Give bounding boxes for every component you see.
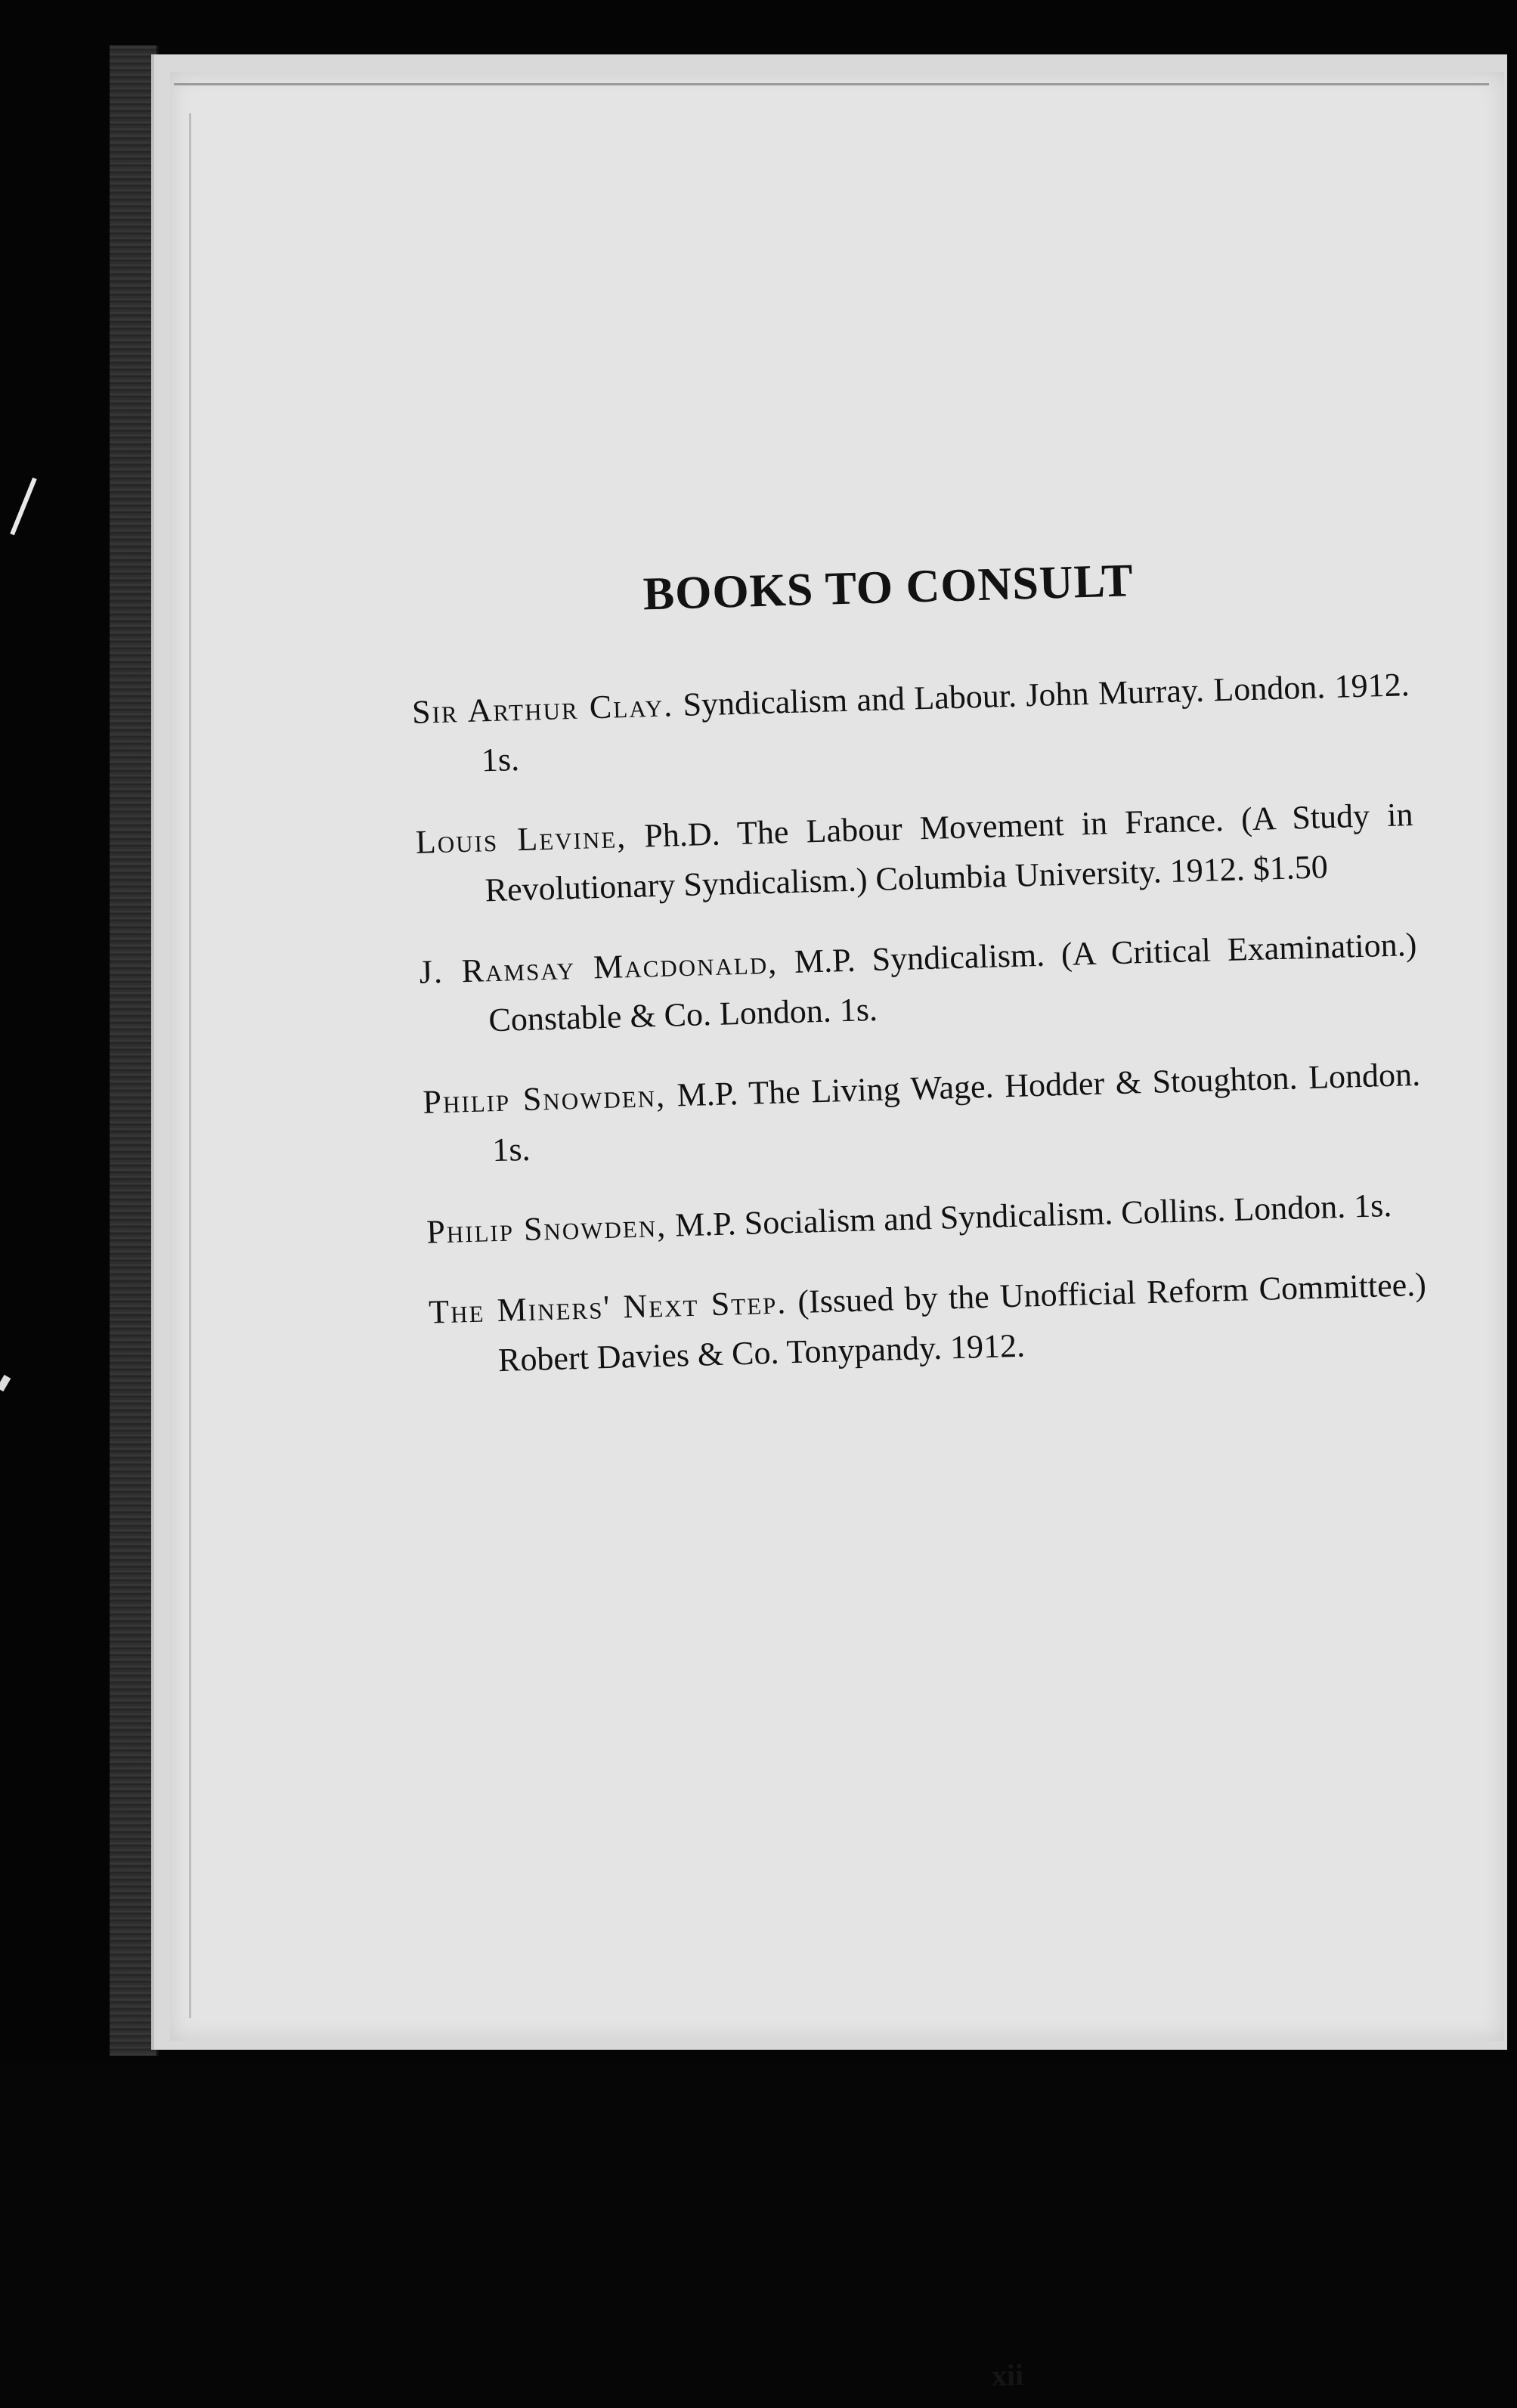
page-left-edge — [189, 113, 191, 2018]
bibliography-entry — [415, 790, 1415, 918]
entry-author: Sir Arthur Clay. — [411, 686, 674, 731]
page-title: BOOKS TO CONSULT — [642, 555, 1135, 621]
entry-author: J. Ramsay Macdonald, — [419, 943, 779, 991]
scan-mark — [0, 1375, 11, 1391]
bibliography-entry — [426, 1180, 1424, 1258]
entry-author: Louis Levine, — [415, 818, 627, 861]
scan-mark — [10, 478, 37, 535]
bibliography-entry — [419, 920, 1419, 1048]
entry-text: M.P. Syndicalism. (A Critical Examination.) Constable & Co. London. 1s. — [488, 925, 1417, 1039]
bibliography-list — [411, 660, 1429, 1417]
entry-text: Ph.D. The Labour Movement in France. (A Study in Revolutionary Syndicalism.) Columbia University. 1912. $1.50 — [485, 796, 1414, 909]
entry-author: Philip Snowden, — [422, 1076, 667, 1121]
entry-text: M.P. The Living Wage. Hodder & Stoughton. London. 1s. — [491, 1055, 1421, 1169]
bibliography-entry — [423, 1050, 1423, 1178]
page-top-edge — [174, 83, 1489, 85]
entry-text: M.P. Socialism and Syndicalism. Collins. London. 1s. — [674, 1187, 1392, 1244]
page-number: xii — [991, 2357, 1024, 2393]
entry-text: Syndicalism and Labour. John Murray. London. 1912. 1s. — [481, 666, 1410, 779]
bibliography-entry — [428, 1260, 1428, 1388]
entry-author: The Miners' Next Step. — [428, 1283, 788, 1331]
entry-text: (Issued by the Unofficial Reform Committee.) Robert Davies & Co. Tonypandy. 1912. — [497, 1265, 1427, 1379]
entry-author: Philip Snowden, — [426, 1206, 667, 1251]
